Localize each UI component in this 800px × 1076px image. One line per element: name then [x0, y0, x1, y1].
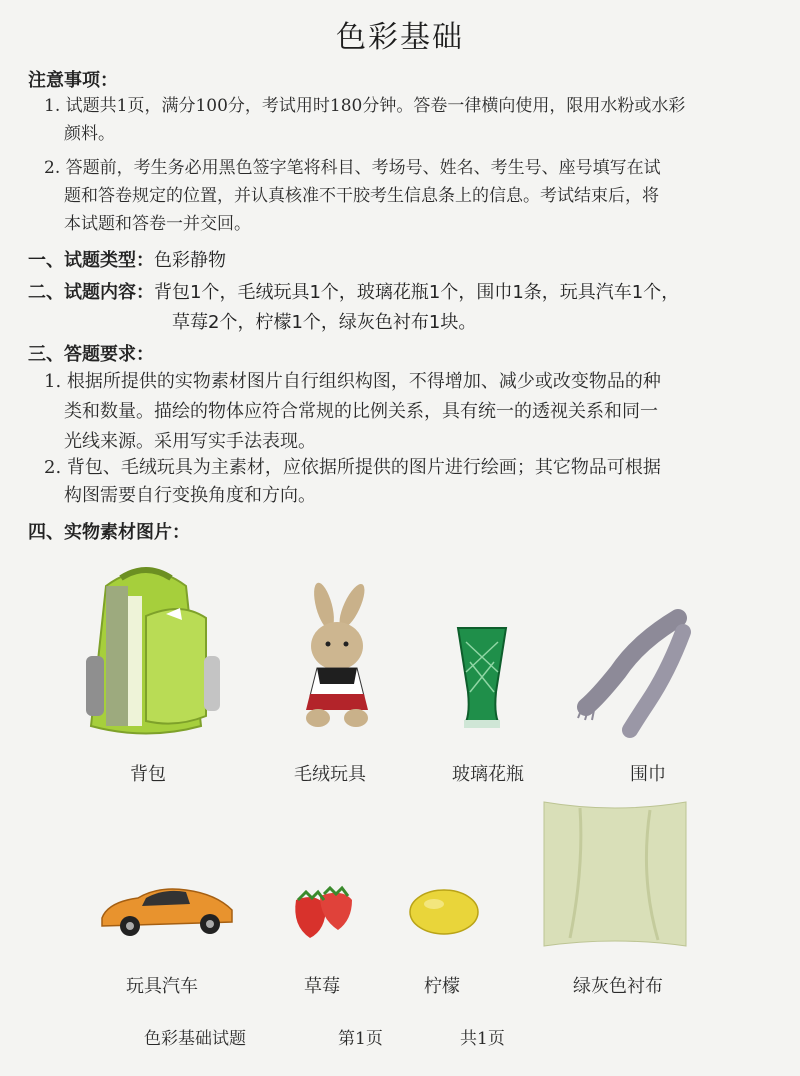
notes-heading: 注意事项：: [28, 70, 118, 91]
section-4: [28, 518, 190, 548]
lemon-image: [406, 886, 482, 938]
req-2-line-1: 2. 背包、毛绒玩具为主素材，应依据所提供的图片进行绘画；其它物品可根据: [44, 457, 661, 478]
strawberry-image: [286, 886, 356, 942]
note-2-line-1: 2. 答题前，考生务必用黑色签字笔将科目、考场号、姓名、考生号、座号填写在试: [44, 158, 661, 178]
footer-subject: 色彩基础试题: [144, 1029, 246, 1049]
lemon-caption: 柠檬: [424, 976, 460, 997]
section-3-label: 三、答题要求：: [28, 344, 154, 365]
plush-toy-image: [282, 584, 392, 734]
req-1-line-3: 光线来源。采用写实手法表现。: [64, 431, 316, 452]
section-1: [28, 246, 226, 276]
scarf-caption: 围巾: [630, 764, 666, 785]
toy-car-image: [98, 880, 238, 940]
req-2-line-2: 构图需要自行变换角度和方向。: [64, 485, 316, 506]
section-2-line-2: 草莓2个，柠檬1个，绿灰色衬布1块。: [172, 312, 477, 333]
scarf-image: [578, 612, 698, 742]
section-1-label: 一、试题类型：: [28, 250, 154, 271]
cloth-image: [540, 798, 690, 950]
toy-car-caption: 玩具汽车: [126, 976, 198, 997]
req-1-line-1: 1. 根据所提供的实物素材图片自行组织构图，不得增加、减少或改变物品的种: [44, 371, 661, 392]
footer-total: 共1页: [460, 1029, 505, 1049]
section-1-value: 色彩静物: [154, 250, 226, 271]
glass-vase-image: [452, 622, 512, 732]
section-3: [28, 340, 154, 370]
req-1-line-2: 类和数量。描绘的物体应符合常规的比例关系，具有统一的透视关系和同一: [64, 401, 658, 422]
section-2-line-1: 背包1个，毛绒玩具1个，玻璃花瓶1个，围巾1条，玩具汽车1个，: [154, 282, 680, 303]
note-1-line-1: 1. 试题共1页，满分100分，考试用时180分钟。答卷一律横向使用，限用水粉或水彩: [44, 96, 686, 116]
section-4-label: 四、实物素材图片：: [28, 522, 190, 543]
plush-toy-caption: 毛绒玩具: [294, 764, 366, 785]
page-title: 色彩基础: [336, 20, 464, 55]
note-1-line-2: 颜料。: [64, 124, 115, 144]
cloth-caption: 绿灰色衬布: [573, 976, 663, 997]
glass-vase-caption: 玻璃花瓶: [452, 764, 524, 785]
footer-page: 第1页: [338, 1029, 383, 1049]
backpack-image: [66, 556, 226, 746]
section-2: [28, 278, 679, 308]
strawberry-caption: 草莓: [304, 976, 340, 997]
note-2-line-3: 本试题和答卷一并交回。: [64, 214, 251, 234]
backpack-caption: 背包: [130, 764, 166, 785]
section-2-label: 二、试题内容：: [28, 282, 154, 303]
note-2-line-2: 题和答卷规定的位置，并认真核准不干胶考生信息条上的信息。考试结束后，将: [64, 186, 659, 206]
